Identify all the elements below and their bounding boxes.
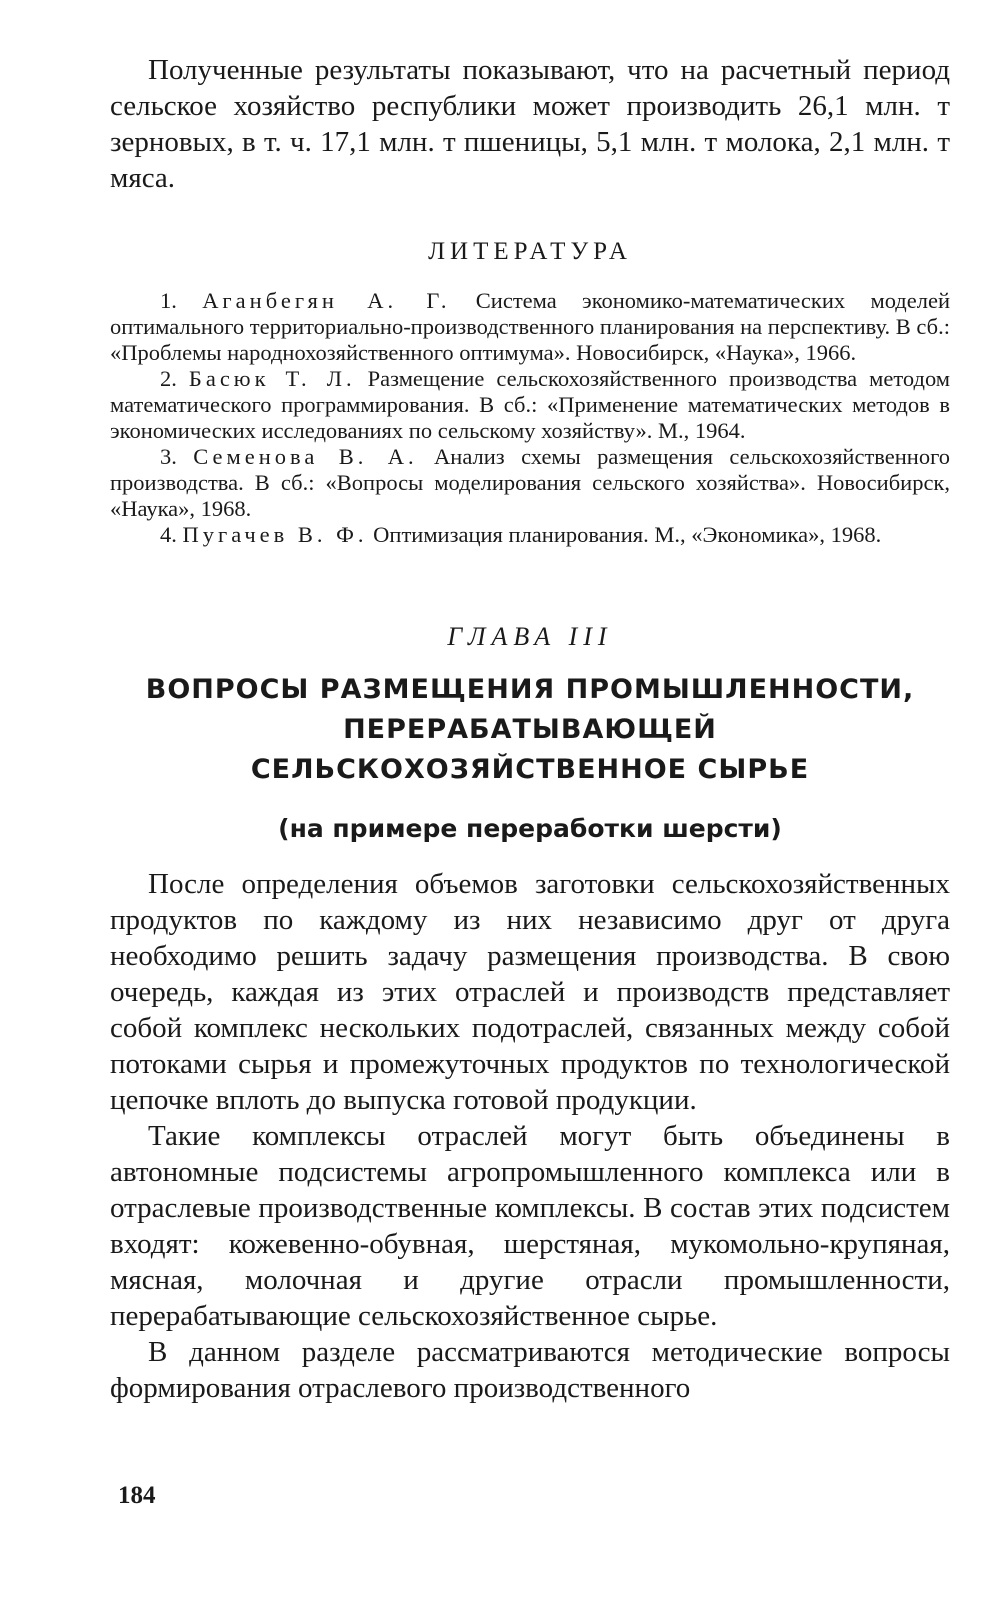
reference-text: Размещение сельскохозяйственного производства методом математического программирования. В сб.: «Применение математических методов в экономических исследованиях по сельскому хозяйству». М., 1964. — [110, 366, 951, 443]
chapter-title-line: СЕЛЬСКОХОЗЯЙСТВЕННОЕ СЫРЬЕ — [250, 754, 810, 785]
reference-author: Басюк Т. Л. — [188, 366, 356, 391]
reference-number: 2. — [160, 366, 177, 391]
reference-item — [110, 288, 950, 366]
reference-text: Анализ схемы размещения сельскохозяйственного производства. В сб.: «Вопросы моделирования сельского хозяйства». Новосибирск, «Наука», 1968. — [110, 444, 951, 521]
body-paragraph: После определения объемов заготовки сельскохозяйственных продуктов по каждому из них независимо друг от друга необходимо решить задачу размещения производства. В свою очередь, каждая из этих отраслей и производств представляет собой комплекс нескольких подотраслей, связанных между собой потоками сырья и промежуточных продуктов по технологической цепочке вплоть до выпуска готовой продукции. — [110, 868, 950, 1116]
reference-item — [110, 444, 950, 522]
chapter-title-line: ВОПРОСЫ РАЗМЕЩЕНИЯ ПРОМЫШЛЕННОСТИ, — [145, 674, 915, 705]
page-content — [110, 52, 950, 1406]
body-paragraph: Такие комплексы отраслей могут быть объединены в автономные подсистемы агропромышленного комплекса или в отраслевые производственные комплексы. В состав этих подсистем входят: кожевенно-обувная, шерстяная, мукомольно-крупяная, мясная, молочная и другие отрасли промышленности, перерабатывающие сельскохозяйственное сырье. — [110, 1120, 950, 1332]
chapter-label: ГЛАВА III — [447, 622, 613, 651]
body-paragraph: В данном разделе рассматриваются методические вопросы формирования отраслевого производственного — [110, 1336, 950, 1404]
chapter-subtitle: (на примере переработки шерсти) — [278, 814, 782, 843]
reference-number: 1. — [160, 288, 177, 313]
reference-author: Пугачев В. Ф. — [182, 522, 368, 547]
page-number: 184 — [118, 1482, 156, 1509]
reference-number: 3. — [160, 444, 177, 469]
reference-author: Аганбегян А. Г. — [202, 288, 451, 313]
chapter-title — [110, 670, 950, 790]
literature-heading: ЛИТЕРАТУРА — [428, 238, 632, 265]
chapter-title-line: ПЕРЕРАБАТЫВАЮЩЕЙ — [343, 714, 717, 745]
intro-paragraph: Полученные результаты показывают, что на расчетный период сельское хозяйство республики может производить 26,1 млн. т зерновых, в т. ч. 17,1 млн. т пшеницы, 5,1 млн. т молока, 2,1 млн. т мяса. — [110, 54, 950, 194]
reference-item — [110, 366, 950, 444]
reference-author: Семенова В. А. — [193, 444, 418, 469]
reference-number: 4. — [160, 522, 177, 547]
reference-item — [110, 522, 950, 548]
reference-list — [110, 288, 950, 548]
reference-text: Система экономико-математических моделей оптимального территориально-производственного планирования на перспективу. В сб.: «Проблемы народнохозяйственного оптимума». Новосибирск, «Наука», 1966. — [110, 288, 950, 365]
reference-text: Оптимизация планирования. М., «Экономика», 1968. — [373, 522, 882, 547]
